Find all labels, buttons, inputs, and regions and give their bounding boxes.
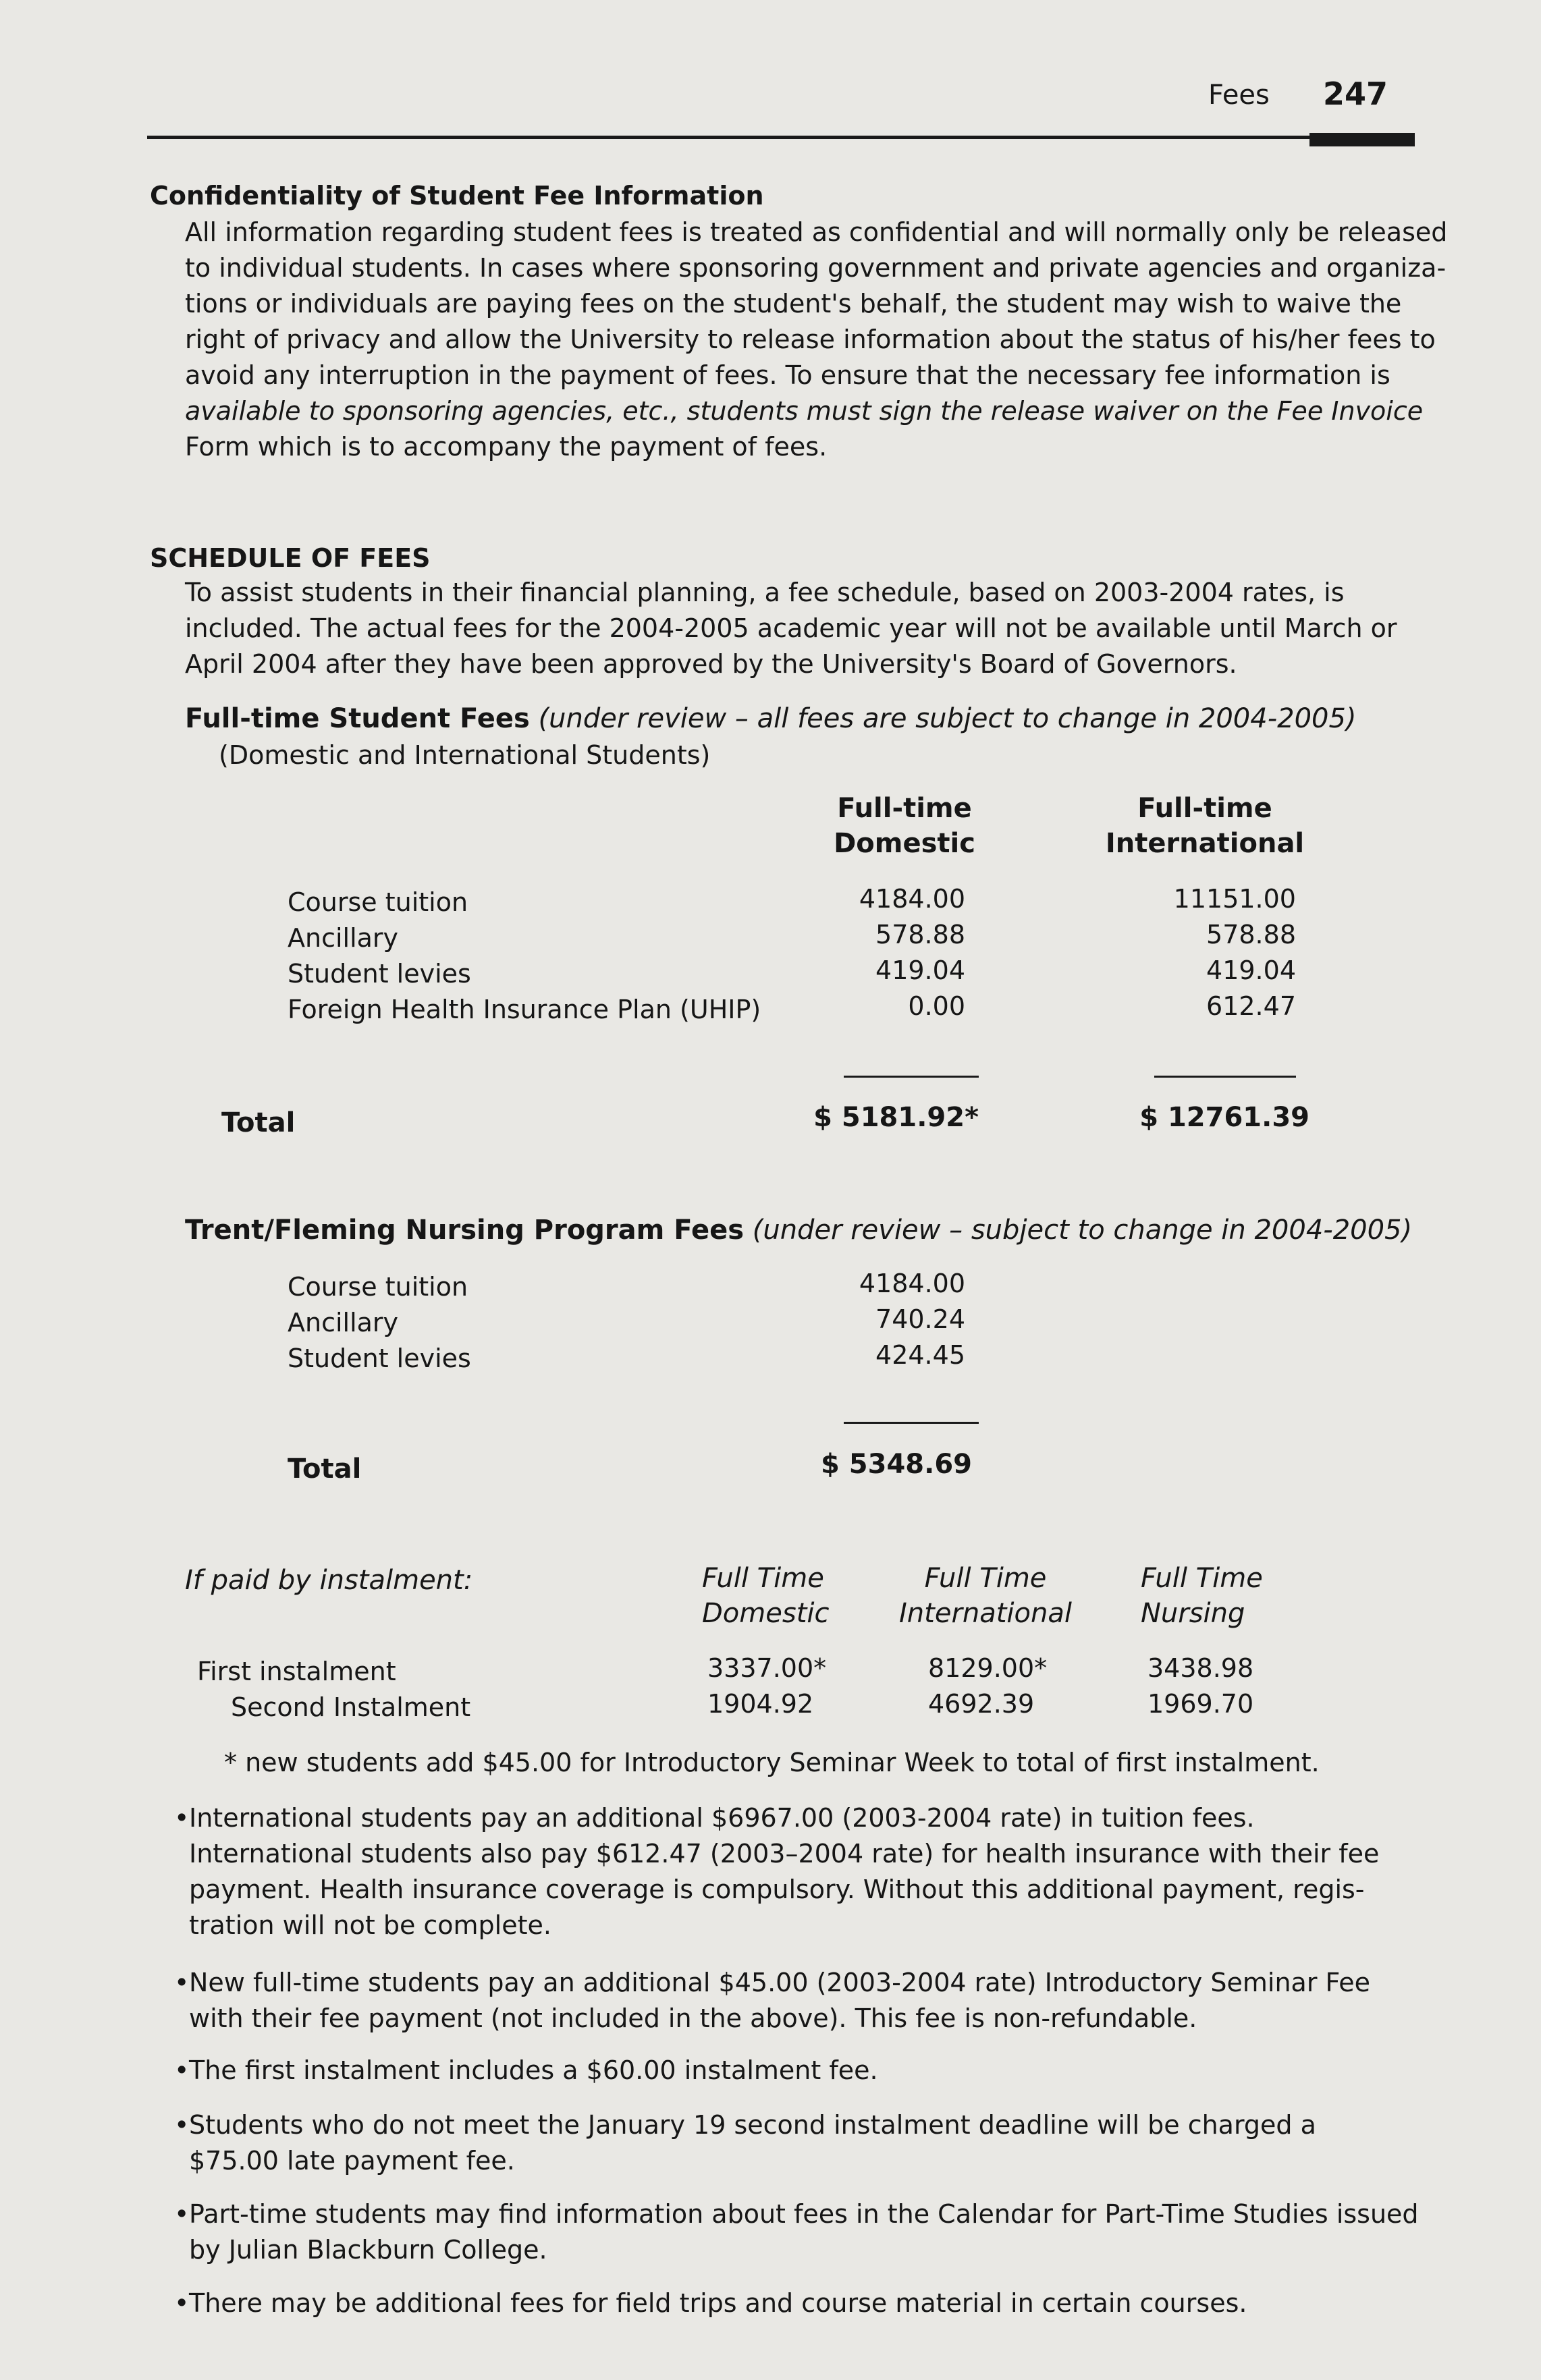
fulltime-total-domestic: $ 5181.92*: [813, 1102, 979, 1133]
instalment-label: If paid by instalment:: [185, 1565, 473, 1596]
fulltime-total-international: $ 12761.39: [1139, 1102, 1309, 1133]
paragraph-line: avoid any interruption in the payment of fees. To ensure that the necessary fee information is: [185, 360, 1390, 390]
bullet-line: Students who do not meet the January 19 second instalment deadline will be charged a: [189, 2110, 1316, 2140]
nursing-fees-note: (under review – subject to change in 2004-2005): [752, 1215, 1413, 1246]
paragraph-line: to individual students. In cases where sponsoring government and private agencies and organiza-: [185, 253, 1447, 283]
instalment-row-domestic: 1904.92: [707, 1689, 814, 1719]
nursing-row-value: 740.24: [875, 1304, 965, 1334]
fulltime-fees-title: Full-time Student Fees: [185, 703, 530, 734]
paragraph-line: Form which is to accompany the payment of fees.: [185, 432, 828, 462]
nursing-fees-title-line: [185, 1215, 1412, 1246]
paragraph-line: All information regarding student fees is treated as confidential and will normally only be released: [185, 217, 1448, 247]
fulltime-fees-title-line: [185, 703, 1357, 734]
fee-row-international: 612.47: [1206, 991, 1296, 1021]
paragraph-line: To assist students in their financial planning, a fee schedule, based on 2003-2004 rates, is: [185, 578, 1345, 607]
schedule-heading: SCHEDULE OF FEES: [150, 543, 431, 573]
instalment-row-domestic: 3337.00*: [707, 1653, 827, 1683]
paragraph-line: included. The actual fees for the 2004-2005 academic year will not be available until March or: [185, 613, 1397, 643]
col-head-fulltime-domestic: Full-time Domestic: [834, 793, 975, 859]
instalment-footnote: * new students add $45.00 for Introductory Seminar Week to total of first instalment.: [224, 1748, 1320, 1777]
running-header-title: Fees: [1208, 80, 1270, 111]
nursing-total-value: $ 5348.69: [821, 1449, 972, 1480]
bullet-dot: •: [174, 1968, 190, 1997]
bullet-line: New full-time students pay an additional $45.00 (2003-2004 rate) Introductory Seminar Fee: [189, 1968, 1371, 1997]
fulltime-fees-subtitle: (Domestic and International Students): [219, 740, 711, 770]
fulltime-total-label: Total: [221, 1107, 296, 1138]
nursing-row-label: Course tuition: [288, 1272, 468, 1302]
schedule-paragraph: [185, 575, 1397, 682]
nursing-row-value: 424.45: [875, 1340, 965, 1370]
instalment-row-international: 8129.00*: [928, 1653, 1048, 1683]
fee-row-label: Course tuition: [288, 887, 468, 917]
bullet-dot: •: [174, 2055, 190, 2085]
bullet-line: with their fee payment (not included in the above). This fee is non-refundable.: [189, 2003, 1197, 2033]
fee-row-domestic: 4184.00: [859, 884, 965, 914]
fee-row-domestic: 419.04: [875, 956, 965, 985]
bullet-dot: •: [174, 1803, 190, 1833]
paragraph-line: April 2004 after they have been approved by the University's Board of Governors.: [185, 649, 1237, 679]
header-rule: [147, 136, 1415, 139]
fee-row-domestic: 578.88: [875, 920, 965, 949]
confidentiality-heading: Confidentiality of Student Fee Information: [150, 181, 764, 211]
bullet-item: [174, 1800, 1380, 1943]
bullet-line: International students also pay $612.47 (2003–2004 rate) for health insurance with their fee: [189, 1839, 1380, 1869]
bullet-line: The first instalment includes a $60.00 instalment fee.: [189, 2055, 878, 2085]
col-head-instalment-domestic: Full Time Domestic: [702, 1563, 830, 1629]
bullet-line: $75.00 late payment fee.: [189, 2146, 515, 2176]
bullet-line: by Julian Blackburn College.: [189, 2235, 547, 2265]
fee-row-label: Student levies: [288, 959, 471, 989]
bullet-line: There may be additional fees for field trips and course material in certain courses.: [189, 2288, 1247, 2318]
bullet-line: Part-time students may find information about fees in the Calendar for Part-Time Studies issued: [189, 2199, 1419, 2229]
instalment-row-label: Second Instalment: [231, 1692, 471, 1722]
paragraph-line: right of privacy and allow the University to release information about the status of his/her fees to: [185, 325, 1436, 354]
nursing-fees-title: Trent/Fleming Nursing Program Fees: [185, 1215, 745, 1246]
nursing-row-label: Student levies: [288, 1344, 471, 1373]
bullet-line: payment. Health insurance coverage is compulsory. Without this additional payment, regis-: [189, 1875, 1365, 1904]
col-head-instalment-international: Full Time International: [899, 1563, 1072, 1629]
bullet-item: [174, 2196, 1419, 2268]
paragraph-line: available to sponsoring agencies, etc., students must sign the release waiver on the Fee Invoice: [185, 396, 1424, 426]
nursing-total-label: Total: [288, 1454, 362, 1485]
total-rule-domestic: [844, 1076, 979, 1078]
bullet-item: [174, 2286, 1247, 2321]
col-head-fulltime-international: Full-time International: [1105, 793, 1305, 859]
bullet-item: [174, 1965, 1371, 2037]
fee-row-label: Ancillary: [288, 923, 399, 953]
instalment-row-label: First instalment: [197, 1657, 396, 1686]
fulltime-fees-note: (under review – all fees are subject to change in 2004-2005): [538, 703, 1357, 734]
instalment-row-nursing: 3438.98: [1147, 1653, 1254, 1683]
instalment-row-international: 4692.39: [928, 1689, 1035, 1719]
bullet-dot: •: [174, 2199, 190, 2229]
fee-row-domestic: 0.00: [908, 991, 965, 1021]
instalment-row-nursing: 1969.70: [1147, 1689, 1254, 1719]
fee-row-international: 11151.00: [1173, 884, 1296, 914]
bullet-line: tration will not be complete.: [189, 1910, 551, 1940]
header-tab-marker: [1309, 133, 1415, 146]
total-rule-international: [1154, 1076, 1296, 1078]
fee-row-international: 419.04: [1206, 956, 1296, 985]
bullet-dot: •: [174, 2288, 190, 2318]
nursing-row-value: 4184.00: [859, 1269, 965, 1298]
paragraph-line: tions or individuals are paying fees on the student's behalf, the student may wish to waive the: [185, 289, 1402, 319]
bullet-item: [174, 2053, 878, 2088]
nursing-total-rule: [844, 1422, 979, 1424]
bullet-item: [174, 2107, 1316, 2179]
bullet-line: International students pay an additional $6967.00 (2003-2004 rate) in tuition fees.: [189, 1803, 1255, 1833]
bullet-dot: •: [174, 2110, 190, 2140]
page-number: 247: [1323, 76, 1388, 112]
confidentiality-paragraph: [185, 215, 1447, 465]
col-head-instalment-nursing: Full Time Nursing: [1141, 1563, 1263, 1629]
nursing-row-label: Ancillary: [288, 1308, 399, 1337]
fee-row-international: 578.88: [1206, 920, 1296, 949]
fee-row-label: Foreign Health Insurance Plan (UHIP): [288, 995, 761, 1024]
